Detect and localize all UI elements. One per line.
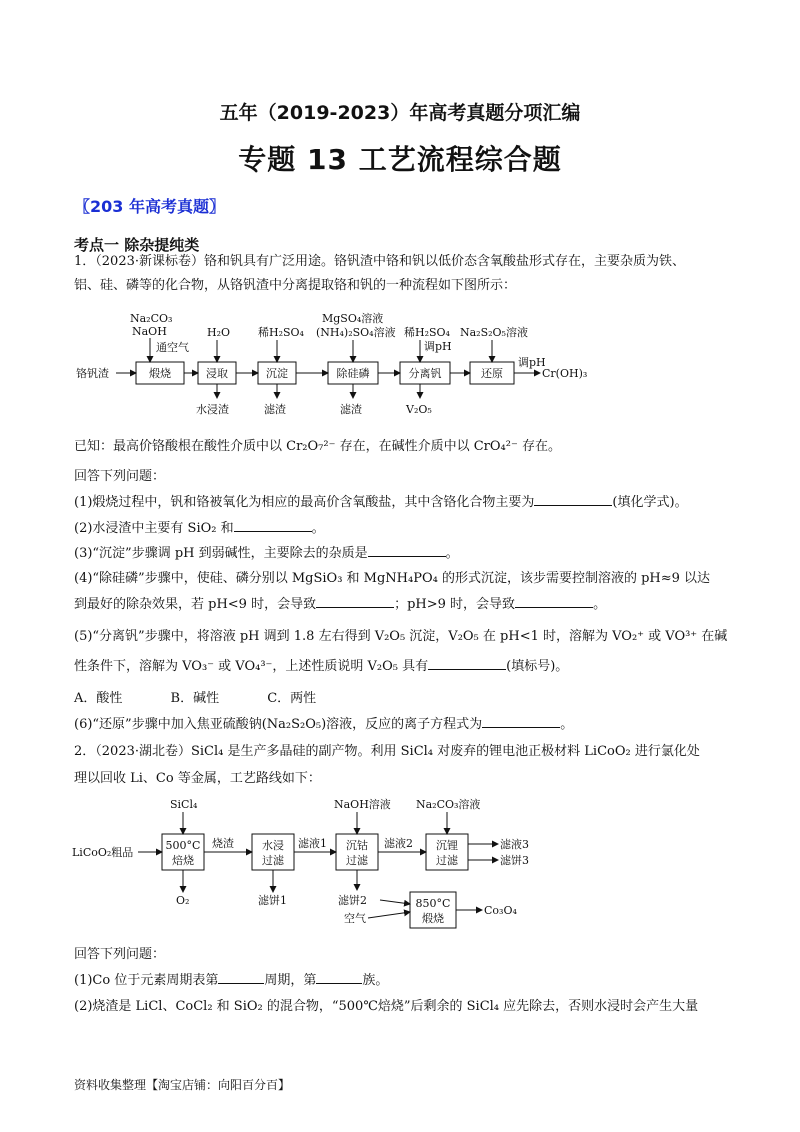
q2-out-lv3: 滤液3 (500, 838, 529, 851)
svg-text:煅烧: 煅烧 (422, 912, 444, 925)
q1-start-label: 铬钒渣 (76, 367, 109, 380)
q2-in-na2co3: Na₂CO₃溶液 (416, 798, 481, 811)
q1-step6-label: 还原 (481, 367, 503, 380)
answer-blank[interactable] (428, 656, 506, 670)
q2-intro-line2: 理以回收 Li、Co 等金属，工艺路线如下： (74, 771, 321, 786)
q1-reagent-naoh: NaOH (132, 325, 167, 338)
q2-out-bing2: 滤饼2 (338, 894, 367, 907)
svg-text:沉锂: 沉锂 (436, 839, 458, 852)
q1-end-croh3: Cr(OH)₃ (542, 367, 588, 380)
topic-title: 专题 13 工艺流程综合题 (238, 143, 562, 176)
q1-intro-line1: 1．（2023·新课标卷）铬和钒具有广泛用途。铬钒渣中铬和钒以低价态含氧酸盐形式存在，主要杂质为铁、 (74, 254, 685, 269)
q1-reagent-nh4so4: (NH₄)₂SO₄溶液 (316, 326, 396, 339)
answer-blank[interactable] (515, 594, 593, 608)
answer-blank[interactable] (316, 594, 394, 608)
kaodian-heading: 考点一 除杂提纯类 (74, 236, 200, 254)
svg-text:过滤: 过滤 (436, 854, 458, 867)
option-c: C．两性 (267, 691, 317, 706)
q1-sub5-line2: 性条件下，溶解为 VO₃⁻ 或 VO₄³⁻，上述性质说明 V₂O₅ 具有 (填标号)。 (74, 656, 734, 678)
doc-title: 五年（2019-2023）年高考真题分项汇编 (219, 102, 581, 124)
q1-answer-prompt: 回答下列问题： (74, 469, 166, 484)
q2-intro-line1: 2．（2023·湖北卷）SiCl₄ 是生产多晶硅的副产物。利用 SiCl₄ 对废弃的锂电池正极材料 LiCoO₂ 进行氯化处 (74, 744, 700, 759)
q1-reagent-mgso4: MgSO₄溶液 (322, 312, 384, 325)
q1-sub5-line1: (5)“分离钒”步骤中，将溶液 pH 调到 1.8 左右得到 V₂O₅ 沉淀，V₂O₅ 在 pH<1 时，溶解为 VO₂⁺ 或 VO³⁺ 在碱 (74, 629, 728, 644)
section-heading: 〖203 年高考真题〗 (74, 197, 225, 216)
q1-step5-label: 分离钒 (408, 367, 442, 380)
q2-out-co3o4: Co₃O₄ (484, 904, 517, 917)
q2-in-sicl4: SiCl₄ (170, 798, 198, 811)
answer-blank[interactable] (534, 492, 612, 506)
q1-reagent-na2s2o5: Na₂S₂O₅溶液 (460, 326, 528, 339)
q2-in-naoh: NaOH溶液 (334, 798, 391, 811)
q1-reagent-na2co3: Na₂CO₃ (130, 312, 173, 325)
svg-text:水浸: 水浸 (262, 839, 284, 852)
q1-step1-label: 煅烧 (149, 367, 171, 380)
footer-note: 资料收集整理【淘宝店铺：向阳百分百】 (74, 1078, 291, 1092)
q1-flowchart (70, 300, 730, 420)
svg-text:焙烧: 焙烧 (172, 854, 194, 867)
svg-text:500°C: 500°C (165, 839, 201, 852)
svg-text:过滤: 过滤 (262, 854, 284, 867)
svg-text:过滤: 过滤 (346, 854, 368, 867)
q2-out-bing1: 滤饼1 (258, 894, 287, 907)
q1-step4-label: 除硅磷 (336, 367, 370, 380)
q1-known: 已知：最高价铬酸根在酸性介质中以 Cr₂O₇²⁻ 存在，在碱性介质中以 CrO₄²⁻ 存在。 (74, 439, 561, 454)
q2-in-air: 空气 (344, 912, 366, 925)
q1-step2-label: 浸取 (206, 367, 228, 380)
svg-text:850°C: 850°C (415, 897, 451, 910)
q1-reagent-ph-2: 调pH (518, 356, 546, 369)
answer-blank[interactable] (234, 518, 312, 532)
q2-label-lv1: 滤液1 (298, 837, 327, 850)
q1-sub3: (3)“沉淀”步骤调 pH 到弱碱性，主要除去的杂质是 。 (74, 543, 734, 565)
q2-start-label: LiCoO₂粗品 (72, 846, 134, 859)
q2-label-lv2: 滤液2 (384, 837, 413, 850)
q1-sub6: (6)“还原”步骤中加入焦亚硫酸钠(Na₂S₂O₅)溶液，反应的离子方程式为 。 (74, 714, 734, 736)
q2-sub2: (2)烧渣是 LiCl、CoCl₂ 和 SiO₂ 的混合物，“500℃焙烧”后剩余的 SiCl₄ 应先除去，否则水浸时会产生大量 (74, 999, 699, 1014)
q2-sub1: (1)Co 位于元素周期表第 周期，第 族。 (74, 970, 734, 992)
answer-blank[interactable] (218, 970, 264, 984)
answer-blank[interactable] (316, 970, 362, 984)
answer-blank[interactable] (368, 543, 446, 557)
q1-sub4-line1: (4)“除硅磷”步骤中，使硅、磷分别以 MgSiO₃ 和 MgNH₄PO₄ 的形式沉淀，该步需要控制溶液的 pH≈9 以达 (74, 571, 711, 586)
q1-intro-line2: 铝、硅、磷等的化合物，从铬钒渣中分离提取铬和钒的一种流程如下图所示： (74, 278, 517, 293)
q1-out-shuijinzha: 水浸渣 (196, 403, 229, 416)
q1-reagent-h2so4-2: 稀H₂SO₄ (404, 326, 450, 339)
q1-out-lvzha-1: 滤渣 (264, 403, 286, 416)
q1-reagent-ph: 调pH (424, 340, 452, 353)
option-a: A．酸性 (74, 691, 123, 706)
svg-text:沉钴: 沉钴 (346, 839, 368, 852)
q1-reagent-h2so4: 稀H₂SO₄ (258, 326, 304, 339)
q1-reagent-h2o: H₂O (207, 326, 231, 339)
q2-out-o2: O₂ (176, 894, 190, 907)
answer-blank[interactable] (482, 714, 560, 728)
q1-sub4-line2: 到最好的除杂效果，若 pH<9 时，会导致 ；pH>9 时，会导致 。 (74, 594, 734, 616)
q1-out-lvzha-2: 滤渣 (340, 403, 362, 416)
q1-reagent-air: 通空气 (156, 341, 189, 354)
q2-out-bing3: 滤饼3 (500, 854, 529, 867)
q1-step3-label: 沉淀 (266, 367, 288, 380)
q1-sub1: (1)煅烧过程中，钒和铬被氧化为相应的最高价含氧酸盐，其中含铬化合物主要为 (填化学式)。 (74, 492, 734, 514)
option-b: B．碱性 (170, 691, 220, 706)
q1-options (74, 688, 734, 710)
q2-answer-prompt: 回答下列问题： (74, 947, 166, 962)
q1-out-v2o5: V₂O₅ (406, 403, 432, 416)
q2-label-shaozha: 烧渣 (212, 837, 234, 850)
q1-sub2: (2)水浸渣中主要有 SiO₂ 和 。 (74, 518, 734, 540)
q2-flowchart (70, 792, 730, 932)
